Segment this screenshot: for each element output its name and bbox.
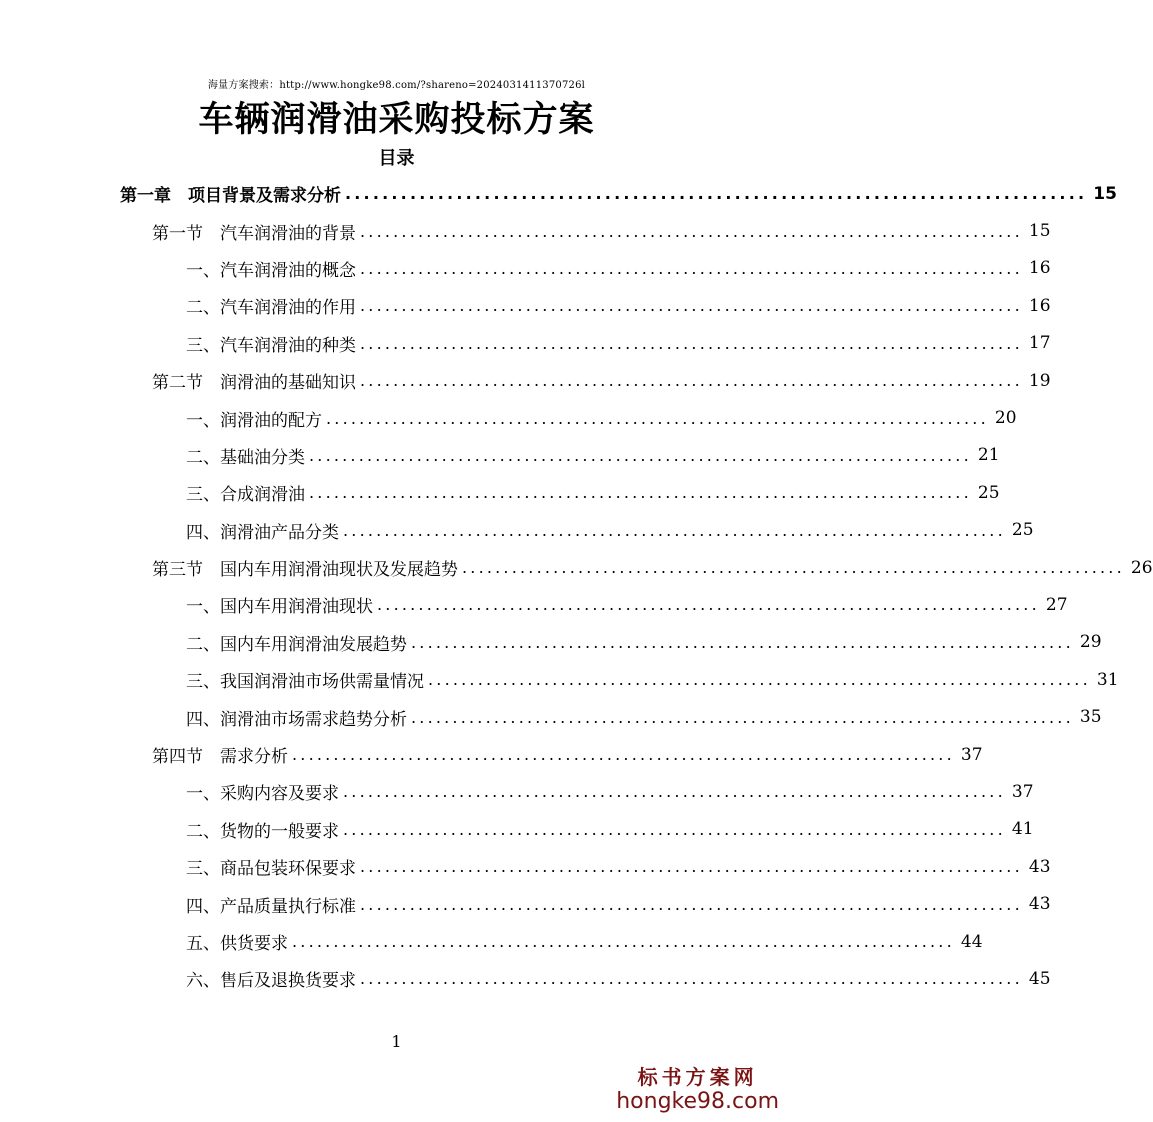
toc-entry[interactable]	[0, 698, 1102, 735]
toc-entry-label: 三、合成润滑油	[186, 485, 305, 506]
toc-dot-leader: ................................................................................	[360, 857, 1023, 877]
toc-entry-page: 35	[1079, 707, 1102, 728]
watermark-logo	[616, 1061, 779, 1114]
toc-entry[interactable]	[0, 250, 1051, 287]
toc-dot-leader: ................................................................................	[292, 932, 955, 951]
toc-entry[interactable]	[0, 212, 1051, 249]
toc-entry-page: 43	[1028, 856, 1051, 877]
toc-entry-label: 第三节 国内车用润滑油现状及发展趋势	[152, 560, 458, 581]
toc-entry[interactable]	[0, 512, 1034, 549]
toc-dot-leader: ................................................................................	[343, 520, 1006, 540]
toc-dot-leader: ................................................................................	[360, 371, 1023, 391]
toc-dot-leader: ................................................................................	[309, 483, 972, 503]
toc-dot-leader: ................................................................................	[377, 595, 1040, 615]
toc-dot-leader: ................................................................................	[411, 632, 1074, 652]
toc-dot-leader: ................................................................................	[345, 184, 1088, 204]
toc-entry-page: 41	[1011, 819, 1034, 840]
toc-entry[interactable]	[0, 848, 1051, 885]
toc-dot-leader: ................................................................................	[428, 670, 1091, 690]
toc-entry-label: 二、汽车润滑油的作用	[186, 298, 356, 319]
toc-entry[interactable]	[0, 549, 1153, 586]
toc-entry-page: 21	[977, 445, 1000, 466]
toc-dot-leader: ................................................................................	[360, 296, 1023, 316]
toc-entry-label: 第二节 润滑油的基础知识	[152, 373, 356, 394]
toc-entry-page: 25	[1011, 520, 1034, 541]
toc-entry[interactable]	[0, 773, 1034, 810]
toc-entry-page: 43	[1028, 894, 1051, 915]
toc-entry-label: 三、我国润滑油市场供需量情况	[186, 672, 424, 693]
toc-entry[interactable]	[0, 175, 1117, 212]
toc-entry-page: 26	[1130, 557, 1153, 578]
toc-entry[interactable]	[0, 287, 1051, 324]
toc-entry-label: 二、基础油分类	[186, 447, 305, 468]
toc-dot-leader: ................................................................................	[343, 782, 1006, 802]
toc-entry-page: 44	[960, 931, 983, 952]
toc-entry-page: 25	[977, 482, 1000, 503]
toc-entry-label: 一、汽车润滑油的概念	[186, 260, 356, 281]
toc-entry-label: 四、润滑油产品分类	[186, 522, 339, 543]
watermark-domain-text: hongke98.com	[616, 1089, 779, 1114]
toc-heading: 目录	[378, 148, 415, 169]
toc-entry[interactable]	[0, 437, 1000, 474]
toc-dot-leader: ................................................................................	[292, 745, 955, 765]
toc-dot-leader: ................................................................................	[326, 408, 989, 428]
toc-entry[interactable]	[0, 325, 1051, 362]
toc-entry-label: 六、售后及退换货要求	[186, 971, 356, 992]
toc-entry[interactable]	[0, 811, 1034, 848]
toc-entry[interactable]	[0, 885, 1051, 922]
toc-entry-label: 二、货物的一般要求	[186, 821, 339, 842]
toc-entry-label: 一、采购内容及要求	[186, 784, 339, 805]
toc-dot-leader: ................................................................................	[360, 969, 1023, 989]
document-title: 车辆润滑油采购投标方案	[198, 100, 595, 140]
toc-entry[interactable]	[0, 736, 983, 773]
toc-entry[interactable]	[0, 586, 1068, 623]
toc-entry[interactable]	[0, 399, 1017, 436]
toc-entry-label: 一、国内车用润滑油现状	[186, 597, 373, 618]
toc-entry-page: 20	[994, 408, 1017, 429]
toc-entry-page: 29	[1079, 632, 1102, 653]
toc-entry-label: 四、润滑油市场需求趋势分析	[186, 709, 407, 730]
toc-entry-page: 37	[960, 744, 983, 765]
toc-entry-page: 16	[1028, 295, 1051, 316]
toc-entry[interactable]	[0, 624, 1102, 661]
toc-entry-label: 三、汽车润滑油的种类	[186, 335, 356, 356]
toc-dot-leader: ................................................................................	[411, 707, 1074, 727]
toc-dot-leader: ................................................................................	[309, 445, 972, 465]
toc-entry[interactable]	[0, 960, 1051, 997]
toc-dot-leader: ................................................................................	[360, 258, 1023, 278]
toc-dot-leader: ................................................................................	[343, 819, 1006, 839]
toc-entry-label: 三、商品包装环保要求	[186, 859, 356, 880]
watermark-chinese-text: 标书方案网	[637, 1065, 758, 1089]
toc-entry-label: 四、产品质量执行标准	[186, 896, 356, 917]
toc-dot-leader: ................................................................................	[360, 333, 1023, 353]
page-number: 1	[391, 1032, 402, 1051]
table-of-contents	[0, 175, 1153, 998]
toc-entry-page: 16	[1028, 258, 1051, 279]
toc-entry-page: 45	[1028, 968, 1051, 989]
toc-entry-label: 一、润滑油的配方	[186, 410, 322, 431]
toc-entry-page: 27	[1045, 594, 1068, 615]
toc-entry-page: 37	[1011, 781, 1034, 802]
toc-entry-label: 第四节 需求分析	[152, 747, 288, 768]
toc-entry-page: 19	[1028, 370, 1051, 391]
toc-entry-label: 二、国内车用润滑油发展趋势	[186, 634, 407, 655]
toc-dot-leader: ................................................................................	[360, 221, 1023, 241]
toc-entry[interactable]	[0, 474, 1000, 511]
header-note: 海量方案搜索：http://www.hongke98.com/?shareno=2024031411370726l	[207, 80, 586, 91]
toc-entry[interactable]	[0, 661, 1119, 698]
toc-entry-page: 15	[1093, 183, 1117, 204]
toc-entry-page: 17	[1028, 333, 1051, 354]
toc-entry-page: 31	[1096, 669, 1119, 690]
toc-entry-page: 15	[1028, 221, 1051, 242]
toc-dot-leader: ................................................................................	[462, 558, 1125, 578]
toc-entry-label: 第一章 项目背景及需求分析	[120, 186, 341, 207]
toc-entry[interactable]	[0, 923, 983, 960]
toc-entry[interactable]	[0, 362, 1051, 399]
toc-entry-label: 第一节 汽车润滑油的背景	[152, 223, 356, 244]
toc-dot-leader: ................................................................................	[360, 894, 1023, 914]
toc-entry-label: 五、供货要求	[186, 934, 288, 954]
